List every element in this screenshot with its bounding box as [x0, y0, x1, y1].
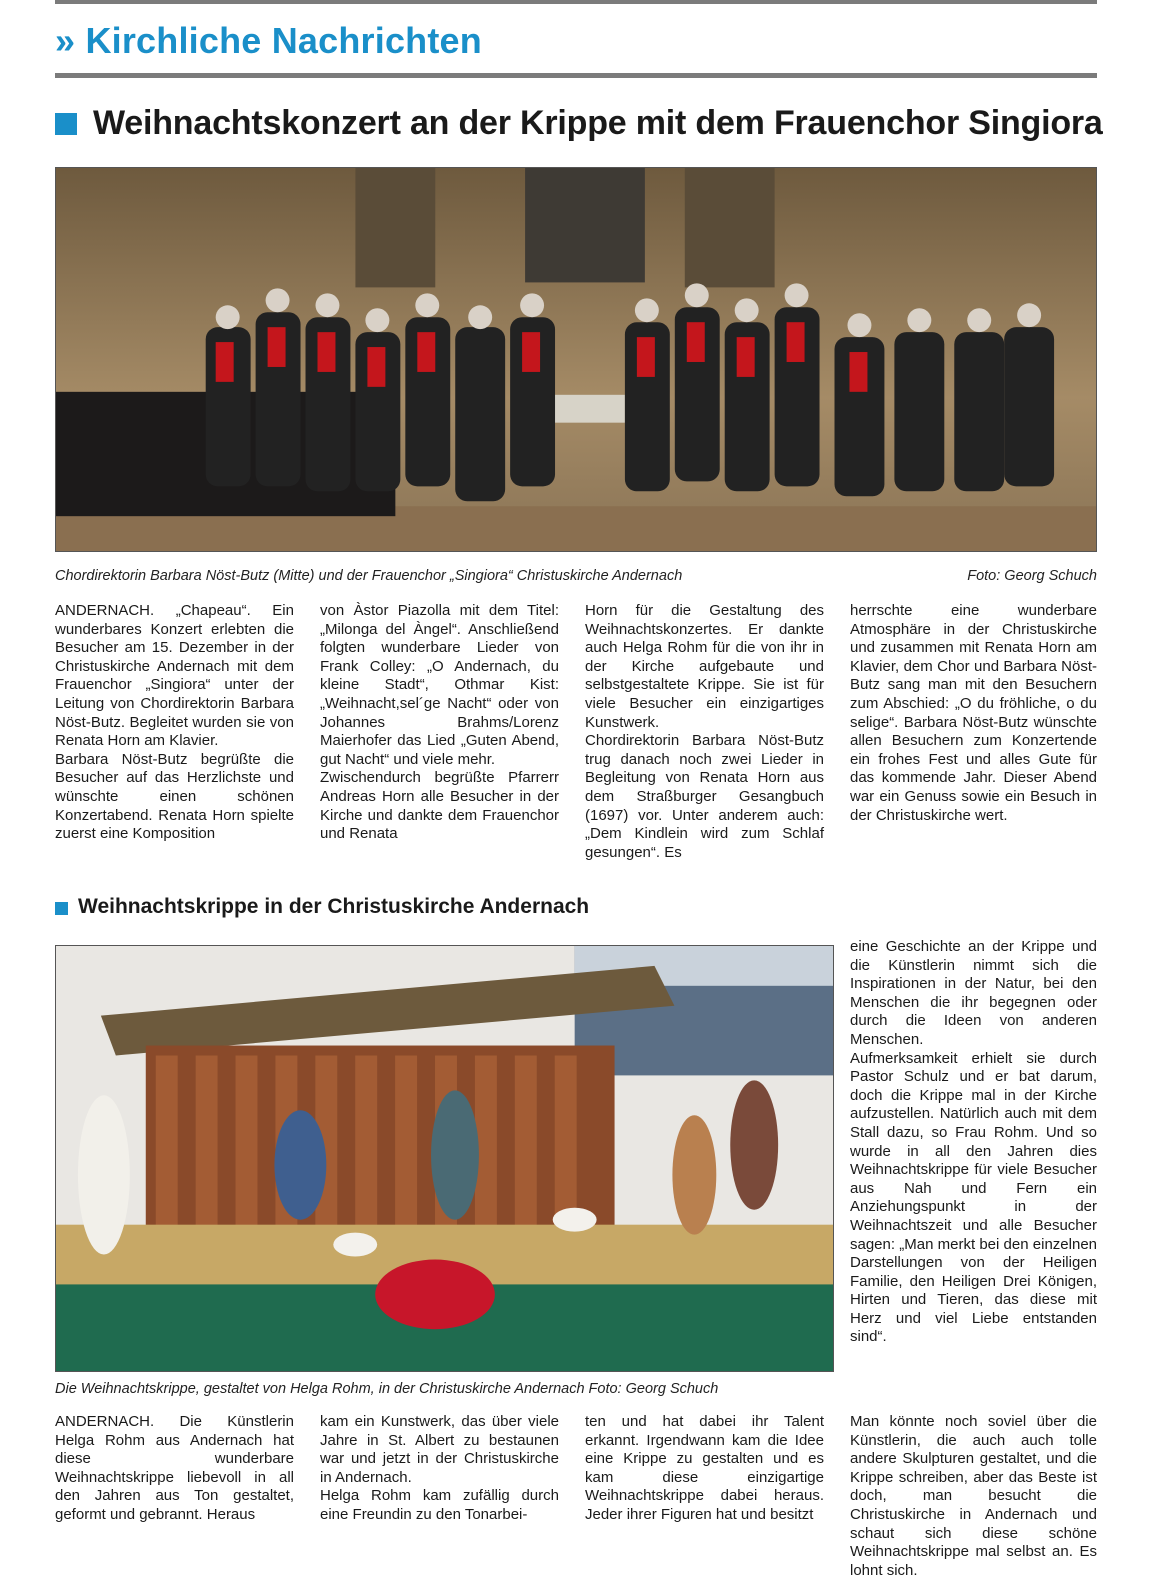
paragraph: von Àstor Piazolla mit dem Titel: „Milonga del Àngel“. Anschließend folgten wunderbare Lieder von Frank Colley: „O Andernach, du kleine Stadt“, Othmar Kist: „Weihnacht,sel´ge Nacht“ oder von Johannes Brahms/Lorenz Maierhofer das Lied „Guten Abend, gut Nacht“ und viele mehr.: [320, 602, 559, 768]
article1-column-4: [850, 602, 1097, 825]
subheadline-square-icon: [55, 902, 68, 915]
paragraph: ten und hat dabei ihr Talent erkannt. Irgendwann kam die Idee eine Krippe zu gestalten und es kam diese einzigartige Weihnachtskrippe dabei heraus. Jeder ihrer Figuren hat und besitzt: [585, 1413, 824, 1523]
section-rule: [55, 73, 1097, 78]
paragraph: Man könnte noch soviel über die Künstlerin, die auch auch tolle andere Skulpturen gestaltet, und die Krippe schreiben, aber das Beste ist doch, man besucht die Christuskirche in Andernach und schaut sich diese schöne Weihnachtskrippe mal selbst an. Es lohnt sich.: [850, 1413, 1097, 1579]
section-title-text: Kirchliche Nachrichten: [85, 20, 482, 61]
article1-column-3: [585, 602, 824, 862]
nativity-photo: [55, 945, 834, 1372]
paragraph: kam ein Kunstwerk, das über viele Jahre in St. Albert zu bestaunen war und jetzt in der Christuskirche in Andernach.: [320, 1413, 559, 1486]
paragraph: ANDERNACH. Die Künstlerin Helga Rohm aus Andernach hat diese wunderbare Weihnachtskrippe liebevoll in all den Jahren aus Ton gestaltet, geformt und gebrannt. Heraus: [55, 1413, 294, 1523]
section-marker: »: [55, 20, 76, 61]
paragraph: Horn für die Gestaltung des Weihnachtskonzertes. Er dankte auch Helga Rohm für die von ihr in der Kirche aufgebaute und selbstgestaltete Krippe. Sie ist für viele Besucher ein einzigartiges Kunstwerk.: [585, 602, 824, 731]
article2-column-2: [320, 1413, 559, 1525]
paragraph: herrschte eine wunderbare Atmosphäre in der Christuskirche und zusammen mit Renata Horn am Klavier, dem Chor und Barbara Nöst-Butz sang man mit den Besuchern zum Abschied: „O du fröhliche, o du selige“. Barbara Nöst-Butz wünschte allen Besuchern zum Konzertende ein frohes Fest und alles Gute für das kommende Jahr. Dieser Abend war ein Genuss sowie ein Besuch in der Christuskirche wert.: [850, 602, 1097, 824]
nativity-photo-caption: Die Weihnachtskrippe, gestaltet von Helga Rohm, in der Christuskirche Andernach Foto: Georg Schuch: [55, 1381, 719, 1397]
article2-headline: Weihnachtskrippe in der Christuskirche Andernach: [78, 895, 590, 918]
paragraph: Helga Rohm kam zufällig durch eine Freundin zu den Tonarbei-: [320, 1487, 559, 1523]
headline-square-icon: [55, 113, 77, 135]
article2-column-1: [55, 1413, 294, 1525]
article1-column-2: [320, 602, 559, 844]
article2-side-column: [850, 938, 1097, 1347]
choir-photo: [55, 167, 1097, 552]
paragraph: ANDERNACH. „Chapeau“. Ein wunderbares Konzert erlebten die Besucher am 15. Dezember in der Christuskirche Andernach mit dem Frauenchor „Singiora“ unter der Leitung von Chordirektorin Barbara Nöst-Butz. Begleitet wurden sie von Renata Horn am Klavier.: [55, 602, 294, 750]
article2-column-4: [850, 1413, 1097, 1580]
paragraph: Zwischendurch begrüßte Pfarrerr Andreas Horn alle Besucher in der Kirche und dankte dem Frauenchor und Renata: [320, 769, 559, 843]
top-rule: [55, 0, 1097, 4]
section-title: [55, 20, 482, 62]
article-headline: Weihnachtskonzert an der Krippe mit dem Frauenchor Singiora: [93, 104, 1103, 142]
paragraph: eine Geschichte an der Krippe und die Künstlerin nimmt sich die Inspirationen in der Natur, bei den Menschen die ihr begegnen oder durch die Ideen von anderen Menschen.: [850, 938, 1097, 1048]
paragraph: Barbara Nöst-Butz begrüßte die Besucher auf das Herzlichste und wünschte einen schönen Konzertabend. Renata Horn spielte zuerst eine Komposition: [55, 750, 294, 843]
paragraph: Aufmerksamkeit erhielt sie durch Pastor Schulz und er bat darum, doch die Krippe mal in der Kirche aufzustellen. Natürlich auch mit dem Stall dazu, so Frau Rohm. Und so wurde in all den Jahren dies Weihnachtskrippe für viele Besucher aus Nah und Fern ein Anziehungspunkt in der Weihnachtszeit und alle Besucher sagen: „Man merkt bei den einzelnen Darstellungen von der Heiligen Familie, den Heiligen Drei Königen, Hirten und Tieren, das diese mit Herz und viel Liebe entstanden sind“.: [850, 1049, 1097, 1346]
article1-column-1: [55, 602, 294, 844]
article2-column-3: [585, 1413, 824, 1525]
choir-photo-caption: Chordirektorin Barbara Nöst-Butz (Mitte) und der Frauenchor „Singiora“ Christuskirche Andernach: [55, 568, 683, 584]
paragraph: Chordirektorin Barbara Nöst-Butz trug danach noch zwei Lieder in Begleitung von Renata Horn aus dem Straßburger Gesangbuch (1697) vor. Unter anderem auch: „Dem Kindlein wird zum Schlaf gesungen“. Es: [585, 732, 824, 861]
choir-photo-credit: Foto: Georg Schuch: [967, 568, 1097, 584]
